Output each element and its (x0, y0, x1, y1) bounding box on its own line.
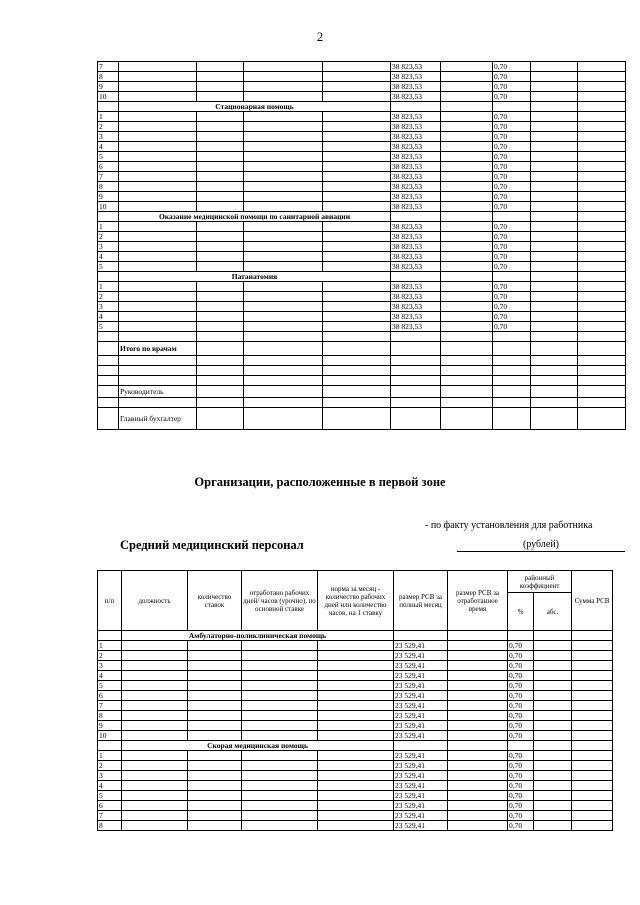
rsv-full-cell: 38 823,53 (391, 112, 441, 122)
zone-title: Организации, расположенные в первой зоне (194, 475, 446, 489)
table-row (98, 671, 613, 681)
table-row (98, 152, 626, 162)
table-row (98, 691, 613, 701)
head-row (98, 386, 626, 398)
coef-cell: 0,70 (508, 671, 534, 681)
coef-cell: 0,70 (493, 282, 531, 292)
table-row (98, 801, 613, 811)
row-number: 10 (98, 92, 119, 102)
rsv-full-cell: 38 823,53 (391, 192, 441, 202)
header-district-coef: районный коэффициент (508, 571, 572, 593)
section-row (98, 631, 613, 641)
rsv-full-cell: 38 823,53 (391, 322, 441, 332)
rsv-full-cell: 38 823,53 (391, 242, 441, 252)
rsv-full-cell: 38 823,53 (391, 172, 441, 182)
coef-cell: 0,70 (493, 322, 531, 332)
header-worked: отработано рабочих дней/ часов (урочно), по основной ставке (242, 571, 318, 631)
rsv-full-cell: 23 529,41 (394, 671, 448, 681)
row-number: 4 (98, 312, 119, 322)
coef-cell: 0,70 (508, 761, 534, 771)
rsv-full-cell: 38 823,53 (391, 232, 441, 242)
coef-cell: 0,70 (508, 691, 534, 701)
coef-cell: 0,70 (493, 312, 531, 322)
row-number: 10 (98, 731, 122, 741)
table-row (98, 312, 626, 322)
section-row (98, 272, 626, 282)
coef-cell: 0,70 (493, 192, 531, 202)
table-row (98, 651, 613, 661)
table-row (98, 192, 626, 202)
coef-cell: 0,70 (493, 72, 531, 82)
rsv-full-cell: 23 529,41 (394, 801, 448, 811)
row-number: 1 (98, 112, 119, 122)
table-row (98, 262, 626, 272)
coef-cell: 0,70 (493, 232, 531, 242)
row-number: 2 (98, 761, 122, 771)
coef-cell: 0,70 (493, 182, 531, 192)
section-title-cell: Амбулаторно-поликлиническая помощь (122, 631, 394, 641)
coef-cell: 0,70 (508, 751, 534, 761)
section-title-cell: Стационарная помощь (119, 102, 391, 112)
row-number: 8 (98, 711, 122, 721)
head-label: Руководитель (119, 386, 197, 398)
coef-cell: 0,70 (508, 651, 534, 661)
rsv-full-cell: 38 823,53 (391, 152, 441, 162)
rsv-full-cell: 38 823,53 (391, 302, 441, 312)
header-norm: норма за месяц - количество рабочих дней или количество часов, на 1 ставку (318, 571, 394, 631)
rsv-full-cell: 23 529,41 (394, 721, 448, 731)
row-number: 3 (98, 661, 122, 671)
table-row (98, 781, 613, 791)
row-number: 5 (98, 322, 119, 332)
table-row (98, 182, 626, 192)
section-row (98, 212, 626, 222)
row-number: 7 (98, 811, 122, 821)
coef-cell: 0,70 (508, 781, 534, 791)
section-row (98, 741, 613, 751)
row-number: 4 (98, 252, 119, 262)
rsv-full-cell: 23 529,41 (394, 731, 448, 741)
coef-cell: 0,70 (493, 202, 531, 212)
table-row (98, 641, 613, 651)
coef-cell: 0,70 (493, 162, 531, 172)
header-position: должность (122, 571, 188, 631)
row-number: 2 (98, 232, 119, 242)
header-rsv-full: размер РСВ за полный месяц (394, 571, 448, 631)
row-number: 1 (98, 282, 119, 292)
row-number: 4 (98, 671, 122, 681)
section-row (98, 102, 626, 112)
table-row (98, 172, 626, 182)
table-row (98, 72, 626, 82)
row-number: 3 (98, 302, 119, 312)
row-number: 2 (98, 292, 119, 302)
table-row (98, 821, 613, 831)
coef-cell: 0,70 (493, 122, 531, 132)
header-num: п/п (98, 571, 122, 631)
coef-cell: 0,70 (508, 801, 534, 811)
rsv-full-cell: 38 823,53 (391, 132, 441, 142)
rsv-full-cell: 23 529,41 (394, 811, 448, 821)
rsv-full-cell: 23 529,41 (394, 681, 448, 691)
row-number: 5 (98, 681, 122, 691)
rsv-full-cell: 38 823,53 (391, 312, 441, 322)
coef-cell: 0,70 (508, 711, 534, 721)
table-row (98, 681, 613, 691)
total-label: Итого по врачам (119, 342, 197, 356)
header-pct: % (508, 593, 534, 631)
page-number: 2 (316, 29, 324, 44)
row-number: 1 (98, 222, 119, 232)
coef-cell: 0,70 (493, 292, 531, 302)
coef-cell: 0,70 (508, 681, 534, 691)
rsv-full-cell: 38 823,53 (391, 202, 441, 212)
coef-cell: 0,70 (493, 92, 531, 102)
coef-cell: 0,70 (493, 132, 531, 142)
row-number: 3 (98, 242, 119, 252)
coef-cell: 0,70 (508, 821, 534, 831)
coef-cell: 0,70 (493, 112, 531, 122)
table-row (98, 366, 626, 376)
table-row (98, 292, 626, 302)
table-row (98, 761, 613, 771)
row-number: 1 (98, 751, 122, 761)
table-row (98, 112, 626, 122)
coef-cell: 0,70 (493, 252, 531, 262)
row-number: 6 (98, 801, 122, 811)
row-number: 2 (98, 651, 122, 661)
rsv-full-cell: 23 529,41 (394, 641, 448, 651)
table-row (98, 751, 613, 761)
rsv-full-cell: 23 529,41 (394, 691, 448, 701)
section-title-cell: Оказание медицинской помощи по санитарной авиации (119, 212, 391, 222)
table-row (98, 122, 626, 132)
row-number: 8 (98, 821, 122, 831)
row-number: 3 (98, 771, 122, 781)
rsv-full-cell: 23 529,41 (394, 791, 448, 801)
rsv-full-cell: 38 823,53 (391, 142, 441, 152)
row-number: 3 (98, 132, 119, 142)
rsv-full-cell: 38 823,53 (391, 252, 441, 262)
coef-cell: 0,70 (508, 731, 534, 741)
header-rates: количество ставок (188, 571, 242, 631)
rsv-full-cell: 38 823,53 (391, 282, 441, 292)
table-row (98, 302, 626, 312)
nurses-table (97, 570, 613, 831)
section-title-cell: Скорая медицинская помощь (122, 741, 394, 751)
note-text: - по факту установления для работника (425, 520, 593, 531)
row-number: 4 (98, 142, 119, 152)
coef-cell: 0,70 (493, 142, 531, 152)
rsv-full-cell: 38 823,53 (391, 122, 441, 132)
coef-cell: 0,70 (493, 262, 531, 272)
row-number: 9 (98, 721, 122, 731)
coef-cell: 0,70 (508, 661, 534, 671)
row-number: 8 (98, 182, 119, 192)
table-row (98, 82, 626, 92)
rsv-full-cell: 38 823,53 (391, 82, 441, 92)
rsv-full-cell: 38 823,53 (391, 72, 441, 82)
row-number: 9 (98, 82, 119, 92)
rsv-full-cell: 23 529,41 (394, 651, 448, 661)
rsv-full-cell: 23 529,41 (394, 701, 448, 711)
table-row (98, 711, 613, 721)
header-rsv-worked: размер РСВ за отработанное время (448, 571, 508, 631)
coef-cell: 0,70 (508, 811, 534, 821)
rsv-full-cell: 38 823,53 (391, 92, 441, 102)
coef-cell: 0,70 (508, 791, 534, 801)
coef-cell: 0,70 (508, 641, 534, 651)
table-row (98, 222, 626, 232)
accountant-label: Главный бухгалтер (119, 408, 197, 430)
coef-cell: 0,70 (508, 701, 534, 711)
rsv-full-cell: 23 529,41 (394, 771, 448, 781)
rsv-full-cell: 38 823,53 (391, 62, 441, 72)
rsv-full-cell: 23 529,41 (394, 661, 448, 671)
rsv-full-cell: 38 823,53 (391, 262, 441, 272)
table-row (98, 232, 626, 242)
table-row (98, 771, 613, 781)
accountant-row (98, 408, 626, 430)
section-title: Средний медицинский персонал (120, 538, 304, 552)
header-sum: Сумма РСВ (572, 571, 613, 631)
row-number: 5 (98, 791, 122, 801)
table-row (98, 661, 613, 671)
rsv-full-cell: 23 529,41 (394, 781, 448, 791)
row-number: 5 (98, 152, 119, 162)
table-row (98, 356, 626, 366)
table-row (98, 62, 626, 72)
table-row (98, 132, 626, 142)
row-number: 4 (98, 781, 122, 791)
coef-cell: 0,70 (493, 242, 531, 252)
coef-cell: 0,70 (508, 721, 534, 731)
row-number: 7 (98, 701, 122, 711)
doctors-table (97, 61, 626, 430)
table-row (98, 282, 626, 292)
rsv-full-cell: 23 529,41 (394, 751, 448, 761)
table-row (98, 252, 626, 262)
coef-cell: 0,70 (493, 222, 531, 232)
row-number: 2 (98, 122, 119, 132)
row-number: 7 (98, 62, 119, 72)
table-row (98, 162, 626, 172)
table-row (98, 721, 613, 731)
row-number: 5 (98, 262, 119, 272)
rsv-full-cell: 23 529,41 (394, 761, 448, 771)
coef-cell: 0,70 (508, 771, 534, 781)
table-row (98, 242, 626, 252)
unit-label: (рублей) (457, 539, 625, 552)
table-row (98, 701, 613, 711)
table-row (98, 92, 626, 102)
row-number: 7 (98, 172, 119, 182)
table-row (98, 398, 626, 408)
coef-cell: 0,70 (493, 302, 531, 312)
table-row (98, 322, 626, 332)
coef-cell: 0,70 (493, 172, 531, 182)
section-title-cell: Патанатомия (119, 272, 391, 282)
table-row (98, 202, 626, 212)
table-row (98, 791, 613, 801)
table-row (98, 332, 626, 342)
row-number: 1 (98, 641, 122, 651)
row-number: 9 (98, 192, 119, 202)
rsv-full-cell: 38 823,53 (391, 222, 441, 232)
header-abs: абс. (534, 593, 572, 631)
coef-cell: 0,70 (493, 152, 531, 162)
row-number: 6 (98, 162, 119, 172)
table-row (98, 731, 613, 741)
rsv-full-cell: 38 823,53 (391, 182, 441, 192)
table-row (98, 376, 626, 386)
total-row (98, 342, 626, 356)
row-number: 10 (98, 202, 119, 212)
table-row (98, 142, 626, 152)
table-row (98, 811, 613, 821)
rsv-full-cell: 38 823,53 (391, 162, 441, 172)
coef-cell: 0,70 (493, 82, 531, 92)
rsv-full-cell: 23 529,41 (394, 821, 448, 831)
rsv-full-cell: 38 823,53 (391, 292, 441, 302)
rsv-full-cell: 23 529,41 (394, 711, 448, 721)
row-number: 6 (98, 691, 122, 701)
row-number: 8 (98, 72, 119, 82)
coef-cell: 0,70 (493, 62, 531, 72)
